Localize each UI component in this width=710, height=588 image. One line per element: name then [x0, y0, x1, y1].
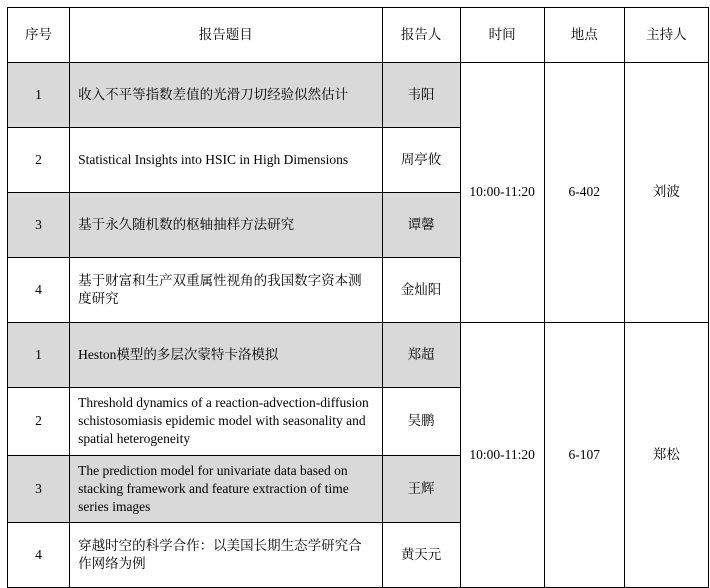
group-place: 6-107	[544, 323, 624, 588]
group-host: 郑松	[624, 323, 708, 588]
row-title: Threshold dynamics of a reaction-advection-diffusion schistosomiasis epidemic model with seasonality and spatial heterogeneity	[70, 388, 382, 456]
header-cell-title: 报告题目	[70, 8, 382, 63]
row-title: The prediction model for univariate data based on stacking framework and feature extraction of time series images	[70, 455, 382, 523]
row-number: 1	[8, 63, 70, 128]
row-title: 收入不平等指数差值的光滑刀切经验似然估计	[70, 63, 382, 128]
header-cell-time: 时间	[460, 8, 544, 63]
row-number: 2	[8, 388, 70, 456]
table-row	[8, 323, 709, 388]
row-number: 3	[8, 455, 70, 523]
row-speaker: 周亭攸	[382, 128, 460, 193]
header-cell-speaker: 报告人	[382, 8, 460, 63]
row-number: 1	[8, 323, 70, 388]
row-number: 4	[8, 523, 70, 588]
group-host: 刘波	[624, 63, 708, 323]
header-cell-host: 主持人	[624, 8, 708, 63]
row-title: Heston模型的多层次蒙特卡洛模拟	[70, 323, 382, 388]
group-time: 10:00-11:20	[460, 323, 544, 588]
row-speaker: 郑超	[382, 323, 460, 388]
row-speaker: 金灿阳	[382, 258, 460, 323]
group-time: 10:00-11:20	[460, 63, 544, 323]
row-speaker: 吴鹏	[382, 388, 460, 456]
group-place: 6-402	[544, 63, 624, 323]
header-cell-no: 序号	[8, 8, 70, 63]
row-title: 基于永久随机数的枢轴抽样方法研究	[70, 193, 382, 258]
row-number: 2	[8, 128, 70, 193]
row-number: 4	[8, 258, 70, 323]
row-speaker: 王辉	[382, 455, 460, 523]
row-title: 穿越时空的科学合作：以美国长期生态学研究合作网络为例	[70, 523, 382, 588]
table-header-row	[8, 8, 709, 63]
row-title: Statistical Insights into HSIC in High Dimensions	[70, 128, 382, 193]
row-number: 3	[8, 193, 70, 258]
row-speaker: 谭馨	[382, 193, 460, 258]
table-row	[8, 63, 709, 128]
row-speaker: 韦阳	[382, 63, 460, 128]
header-cell-place: 地点	[544, 8, 624, 63]
schedule-table	[7, 7, 709, 588]
row-speaker: 黄天元	[382, 523, 460, 588]
row-title: 基于财富和生产双重属性视角的我国数字资本测度研究	[70, 258, 382, 323]
